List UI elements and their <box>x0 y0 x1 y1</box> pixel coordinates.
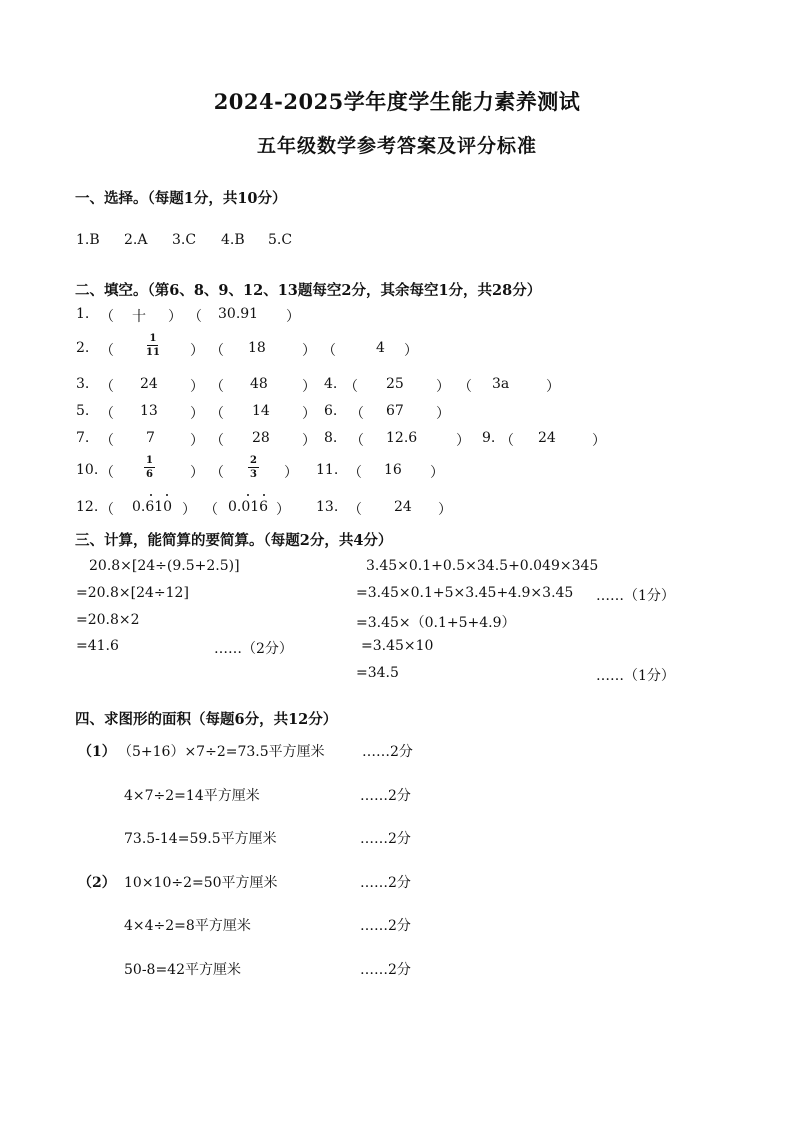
right-paren: ） <box>546 379 560 395</box>
left-paren: （ <box>500 433 514 449</box>
left-paren: （ <box>344 379 358 395</box>
calc-step: 3.45×0.1+0.5×34.5+0.049×345 <box>366 558 599 574</box>
left-paren: （ <box>350 406 364 422</box>
right-paren: ） <box>168 309 182 325</box>
right-paren: ） <box>302 379 316 395</box>
left-paren: （ <box>100 502 114 518</box>
solution-step: 50-8=42平方厘米 <box>124 962 241 978</box>
fraction <box>248 455 259 480</box>
right-paren: ） <box>438 502 452 518</box>
right-paren: ） <box>430 465 444 481</box>
solution-step: 73.5-14=59.5平方厘米 <box>124 831 277 847</box>
calc-step: =41.6 <box>76 638 119 654</box>
section-1-heading: 一、选择。（每题1分，共10分） <box>75 190 287 207</box>
answer-value: 7 <box>146 430 155 446</box>
repeating-dot <box>263 494 265 496</box>
right-paren: ） <box>276 502 290 518</box>
section-4-heading: 四、求图形的面积（每题6分，共12分） <box>75 711 338 728</box>
answer-value: 16 <box>384 462 402 478</box>
fraction-denominator: 3 <box>250 469 257 480</box>
question-number: 6. <box>324 403 338 419</box>
answer-value: 48 <box>250 376 268 392</box>
answer-value: 24 <box>394 499 412 515</box>
answer-item: 3.C <box>172 232 197 248</box>
fraction-numerator: 2 <box>250 455 257 466</box>
right-paren: ） <box>190 343 204 359</box>
answer-value: 30.91 <box>218 306 259 322</box>
solution-step: 4×4÷2=8平方厘米 <box>124 918 251 934</box>
question-number: 9. <box>482 430 496 446</box>
left-paren: （ <box>100 465 114 481</box>
question-number: 7. <box>76 430 90 446</box>
solution-step: 10×10÷2=50平方厘米 <box>124 875 278 891</box>
calc-step: =20.8×2 <box>76 612 140 628</box>
problem-label: （2） <box>78 875 116 891</box>
right-paren: ） <box>456 433 470 449</box>
answer-value: 25 <box>386 376 404 392</box>
solution-step: 4×7÷2=14平方厘米 <box>124 788 260 804</box>
left-paren: （ <box>322 343 336 359</box>
page-title: 2024-2025学年度学生能力素养测试 <box>213 89 581 114</box>
left-paren: （ <box>210 343 224 359</box>
question-number: 8. <box>324 430 338 446</box>
right-paren: ） <box>286 309 300 325</box>
section-2-heading: 二、填空。（第6、8、9、12、13题每空2分，其余每空1分，共28分） <box>75 282 542 299</box>
right-paren: ） <box>436 406 450 422</box>
answer-value: 18 <box>248 340 266 356</box>
fraction <box>146 333 160 358</box>
answer-value: 0.016 <box>228 499 269 515</box>
question-number: 1. <box>76 306 90 322</box>
left-paren: （ <box>204 502 218 518</box>
left-paren: （ <box>210 406 224 422</box>
score-note: ……2分 <box>360 788 411 804</box>
right-paren: ） <box>182 502 196 518</box>
answer-item: 2.A <box>124 232 148 248</box>
fraction <box>144 455 155 480</box>
calc-step: =34.5 <box>356 665 399 681</box>
score-note: ……2分 <box>360 831 411 847</box>
repeating-dot <box>150 494 152 496</box>
right-paren: ） <box>190 379 204 395</box>
section-3-heading: 三、计算，能简算的要简算。（每题2分，共4分） <box>75 532 393 549</box>
right-paren: ） <box>302 406 316 422</box>
question-number: 12. <box>76 499 99 515</box>
calc-step: =3.45×10 <box>361 638 434 654</box>
score-note: ……2分 <box>362 744 413 760</box>
fraction-denominator: 11 <box>146 347 160 358</box>
right-paren: ） <box>190 433 204 449</box>
answer-item: 4.B <box>221 232 245 248</box>
right-paren: ） <box>302 343 316 359</box>
left-paren: （ <box>348 465 362 481</box>
calc-step: =3.45×（0.1+5+4.9） <box>356 615 516 631</box>
left-paren: （ <box>350 433 364 449</box>
answer-value: 十 <box>132 309 146 325</box>
problem-label: （1） <box>78 744 116 760</box>
right-paren: ） <box>436 379 450 395</box>
question-number: 11. <box>316 462 339 478</box>
answer-value: 12.6 <box>386 430 418 446</box>
answer-value: 28 <box>252 430 270 446</box>
answer-value: 24 <box>538 430 556 446</box>
answer-value: 13 <box>140 403 158 419</box>
score-note: ……2分 <box>360 875 411 891</box>
left-paren: （ <box>210 465 224 481</box>
solution-step: （5+16）×7÷2=73.5平方厘米 <box>118 744 325 760</box>
left-paren: （ <box>210 379 224 395</box>
question-number: 3. <box>76 376 90 392</box>
right-paren: ） <box>284 465 298 481</box>
left-paren: （ <box>100 433 114 449</box>
question-number: 10. <box>76 462 99 478</box>
repeating-dot <box>166 494 168 496</box>
score-note: ……（2分） <box>214 641 293 657</box>
answer-value: 3a <box>492 376 510 392</box>
question-number: 2. <box>76 340 90 356</box>
right-paren: ） <box>592 433 606 449</box>
answer-value: 14 <box>252 403 270 419</box>
left-paren: （ <box>210 433 224 449</box>
left-paren: （ <box>100 309 114 325</box>
page-subtitle: 五年级数学参考答案及评分标准 <box>256 135 537 157</box>
answer-value: 24 <box>140 376 158 392</box>
right-paren: ） <box>302 433 316 449</box>
calc-step: 20.8×[24÷(9.5+2.5)] <box>89 558 240 574</box>
right-paren: ） <box>190 406 204 422</box>
answer-value: 4 <box>376 340 385 356</box>
fraction-denominator: 6 <box>146 469 153 480</box>
score-note: ……（1分） <box>596 668 675 684</box>
fraction-numerator: 1 <box>146 455 153 466</box>
right-paren: ） <box>404 343 418 359</box>
left-paren: （ <box>100 343 114 359</box>
left-paren: （ <box>100 379 114 395</box>
answer-value: 0.610 <box>132 499 173 515</box>
left-paren: （ <box>100 406 114 422</box>
repeating-dot <box>247 494 249 496</box>
score-note: ……2分 <box>360 962 411 978</box>
right-paren: ） <box>190 465 204 481</box>
question-number: 5. <box>76 403 90 419</box>
answer-item: 1.B <box>76 232 100 248</box>
left-paren: （ <box>188 309 202 325</box>
left-paren: （ <box>458 379 472 395</box>
question-number: 4. <box>324 376 338 392</box>
answer-value: 67 <box>386 403 404 419</box>
calc-step: =3.45×0.1+5×3.45+4.9×3.45 <box>356 585 574 601</box>
score-note: ……2分 <box>360 918 411 934</box>
answer-item: 5.C <box>268 232 293 248</box>
question-number: 13. <box>316 499 339 515</box>
score-note: ……（1分） <box>596 588 675 604</box>
left-paren: （ <box>348 502 362 518</box>
fraction-numerator: 1 <box>149 333 157 344</box>
calc-step: =20.8×[24÷12] <box>76 585 189 601</box>
